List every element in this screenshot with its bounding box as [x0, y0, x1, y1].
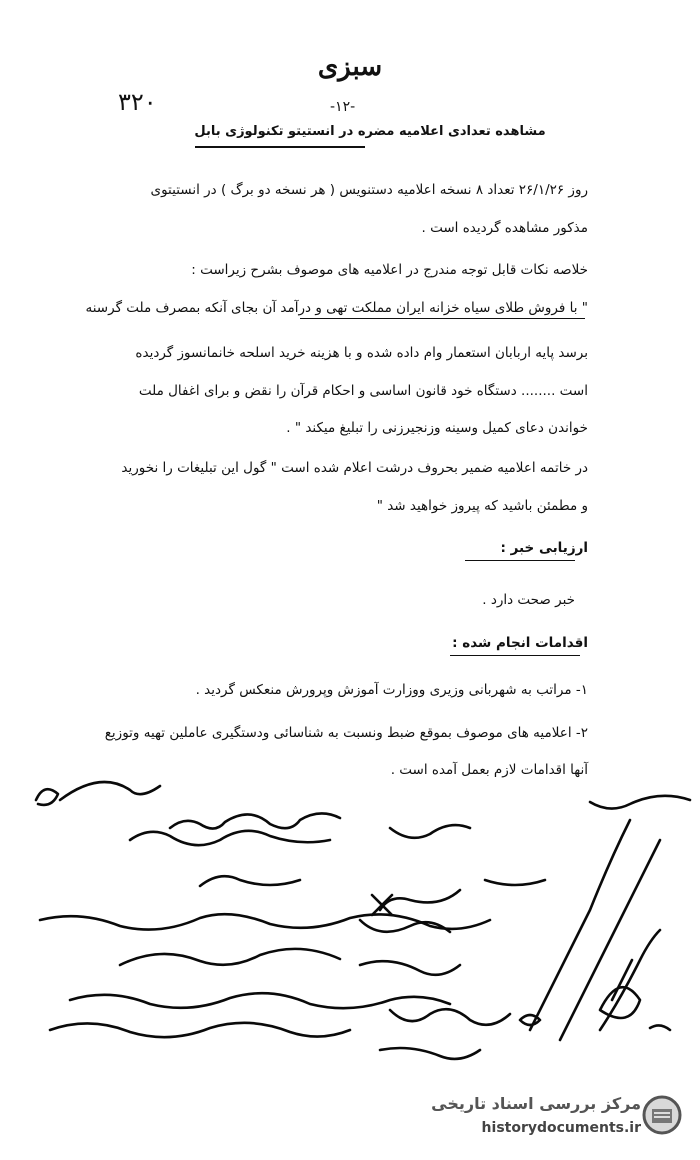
quote-line: است ........ دستگاه خود قانون اساسی و احکام قرآن را نقض و برای اغفال ملت [138, 383, 588, 399]
action-item: آنها اقدامات لازم بعمل آمده است . [390, 762, 588, 778]
watermark-name: مرکز بررسی اسناد تاریخی [431, 1094, 641, 1113]
quote-line: خواندن دعای کمیل وسینه وزنجیرزنی را تبلیغ میکند " . [286, 420, 588, 436]
body-line: خلاصه نکات قابل توجه مندرج در اعلامیه های موصوف بشرح زیراست : [191, 262, 588, 278]
archive-logo-icon [641, 1094, 683, 1136]
sequence-number: -۱۲- [330, 99, 356, 115]
classification-stamp: سبزی [317, 52, 383, 82]
quote-line: برسد پایه اربابان استعمار وام داده شده و با هزینه خرید اسلحه خانمانسوز گردیده [135, 345, 588, 361]
action-item: ۲- اعلامیه های موصوف بموقع ضبط ونسبت به شناسائی ودستگیری عاملین تهیه وتوزیع [104, 725, 588, 741]
section-heading-actions: اقدامات انجام شده : [452, 635, 588, 651]
watermark-url: historydocuments.ir [481, 1120, 641, 1136]
body-line: روز ۲۶/۱/۲۶ تعداد ۸ نسخه اعلامیه دستنویس ( هر نسخه دو برگ ) در انستیتوی [150, 182, 588, 198]
assessment-text: خبر صحت دارد . [482, 592, 575, 608]
document-title: مشاهده تعدادی اعلامیه مضره در انستیتو تکنولوژی بابل [194, 124, 546, 139]
body-line: و مطمئن باشید که پیروز خواهید شد " [376, 498, 588, 514]
page-number: ۳۲۰ [118, 88, 157, 116]
body-line: مذکور مشاهده گردیده است . [421, 220, 588, 236]
watermark-logo [415, 1090, 685, 1150]
action-item: ۱- مراتب به شهربانی وزیری ووزارت آموزش وپرورش منعکس گردید . [195, 682, 588, 698]
body-line: در خاتمه اعلامیه ضمیر بحروف درشت اعلام شده است " گول این تبلیغات را نخورید [121, 460, 588, 476]
section-heading-assessment: ارزیابی خبر : [500, 540, 588, 556]
quote-line: " با فروش طلای سیاه خزانه ایران مملکت تهی و درآمد آن بجای آنکه بمصرف ملت گرسنه [85, 300, 588, 316]
